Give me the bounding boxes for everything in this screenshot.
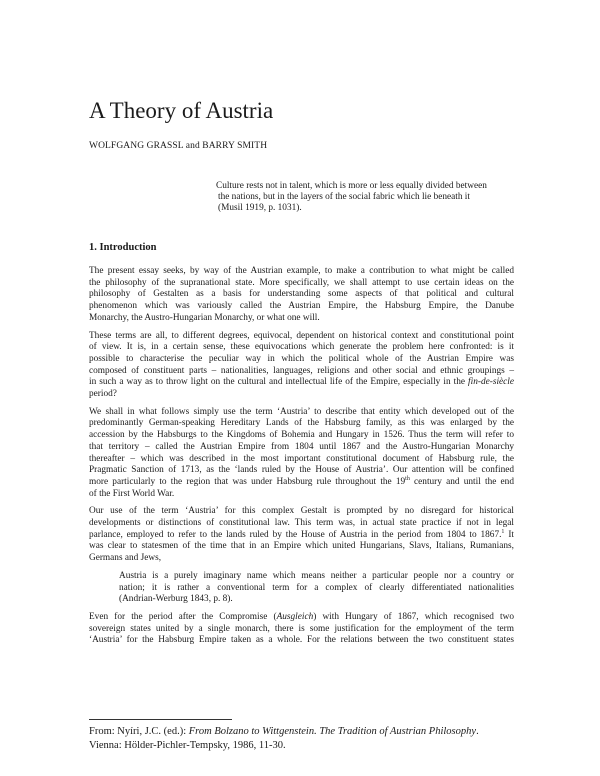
- footnote-marker[interactable]: 1: [501, 528, 505, 535]
- paragraph-3: [89, 407, 514, 501]
- footnote: [89, 725, 479, 752]
- epigraph: [216, 181, 516, 214]
- paragraph-5: [89, 612, 514, 647]
- epigraph-line: Culture rests not in talent, which is more or less equally divided between: [216, 181, 487, 191]
- text-line: was clear to statesmen of the time that in an Empire which united Hungarians, Slavs, Italians, Rumanians,: [89, 541, 514, 552]
- text-line: Austria is a purely imaginary name which means neither a particular people nor a country or: [119, 570, 514, 581]
- text-line: of view. It is, in a certain sense, these equivocations which generate the problem here confronted: is it: [89, 342, 514, 353]
- footnote-divider: [89, 719, 232, 720]
- text-line: of the First World War.: [89, 488, 175, 499]
- italic-term: fin-de-siècle: [468, 377, 514, 388]
- text-line: Pragmatic Sanction of 1713, as the ‘lands ruled by the House of Austria’. Our attention will be confined: [89, 465, 514, 476]
- text-line: the philosophy of the supranational state. More specifically, we shall attempt to use certain ideas on the: [89, 277, 514, 288]
- section-heading: 1. Introduction: [89, 242, 157, 253]
- text-line: Monarchy, the Austro-Hungarian Monarchy, or what one will.: [89, 312, 320, 323]
- italic-term: Ausgleich: [276, 611, 314, 622]
- body-text: [89, 266, 514, 653]
- text-line: more particularly to the region that was under Habsburg rule throughout the 19th century and until the end: [89, 475, 514, 487]
- superscript: th: [405, 475, 410, 482]
- epigraph-line: the nations, but in the layers of the social fabric which lie beneath it: [218, 192, 470, 202]
- text-line: philosophy of Gestalten as a basis for understanding some aspects of that political and cultural: [89, 289, 514, 300]
- text-line: parlance, employed to refer to the lands ruled by the House of Austria in the period from 1804 to 1867.$^1$ It: [89, 528, 514, 540]
- text-line: composed of constituent parts – nationalities, languages, religions and other social and ethnic groupings –: [89, 365, 514, 376]
- text-line: developments or distinctions of constitutional law. This term was, in actual state practice if not in legal: [89, 518, 514, 529]
- block-quote: [119, 571, 514, 606]
- text-line: ‘Austria’ for the Habsburg Empire taken as a whole. For the relations between the two constituent states: [89, 635, 514, 646]
- text-line: that territory – called the Austrian Empire from 1804 until 1867 and the Austro-Hungarian Monarchy: [89, 441, 514, 452]
- authors: WOLFGANG GRASSL and BARRY SMITH: [89, 141, 268, 151]
- text-line: nation; it is rather a conventional term for a complex of clearly differentiated nationalities: [119, 582, 514, 593]
- text-line: predominantly German-speaking Hereditary Lands of the Habsburg family, as this was enlarged by the: [89, 418, 514, 429]
- paragraph-2: [89, 331, 514, 401]
- text-line: period?: [89, 389, 117, 400]
- epigraph-line: (Musil 1919, p. 1031).: [218, 203, 302, 213]
- text-line: thereafter – which was described in the most important constitutional document of Habsburg rule, the: [89, 453, 514, 464]
- text-line: accession by the Habsburgs to the Kingdoms of Bohemia and Hungary in 1526. Thus the term will refer to: [89, 430, 514, 441]
- paragraph-4: [89, 506, 514, 565]
- text-line: possible to characterise the peculiar way in which the political whole of the Austrian Empire was: [89, 353, 514, 364]
- footnote-line: From: Nyíri, J.C. (ed.): From Bolzano to Wittgenstein. The Tradition of Austrian Philosophy.: [89, 726, 479, 737]
- text-line: sovereign states united by a single monarch, there is some justification for the employment of the term: [89, 623, 514, 634]
- text-line: Even for the period after the Compromise (Ausgleich) with Hungary of 1867, which recognised two: [89, 611, 514, 622]
- paper-title: A Theory of Austria: [89, 98, 274, 123]
- text-line: phenomenon which was variously called the Austrian Empire, the Habsburg Empire, the Danube: [89, 301, 514, 312]
- footnote-line: Vienna: Hölder-Pichler-Tempsky, 1986, 11-30.: [89, 739, 286, 751]
- paragraph-1: [89, 266, 514, 325]
- book-title: From Bolzano to Wittgenstein. The Tradition of Austrian Philosophy: [188, 726, 477, 737]
- text-line: These terms are all, to different degrees, equivocal, dependent on historical context and constitutional point: [89, 330, 514, 341]
- text-line: (Andrian-Werburg 1843, p. 8).: [119, 594, 233, 605]
- text-line: Germans and Jews,: [89, 553, 162, 564]
- text-line: in such a way as to throw light on the cultural and intellectual life of the Empire, especially in the fin-de-siècle: [89, 377, 514, 388]
- text-line: We shall in what follows simply use the term ‘Austria’ to describe that entity which developed out of the: [89, 406, 514, 417]
- text-line: The present essay seeks, by way of the Austrian example, to make a contribution to what might be called: [89, 266, 514, 276]
- text-line: Our use of the term ‘Austria’ for this complex Gestalt is prompted by no disregard for historical: [89, 506, 514, 517]
